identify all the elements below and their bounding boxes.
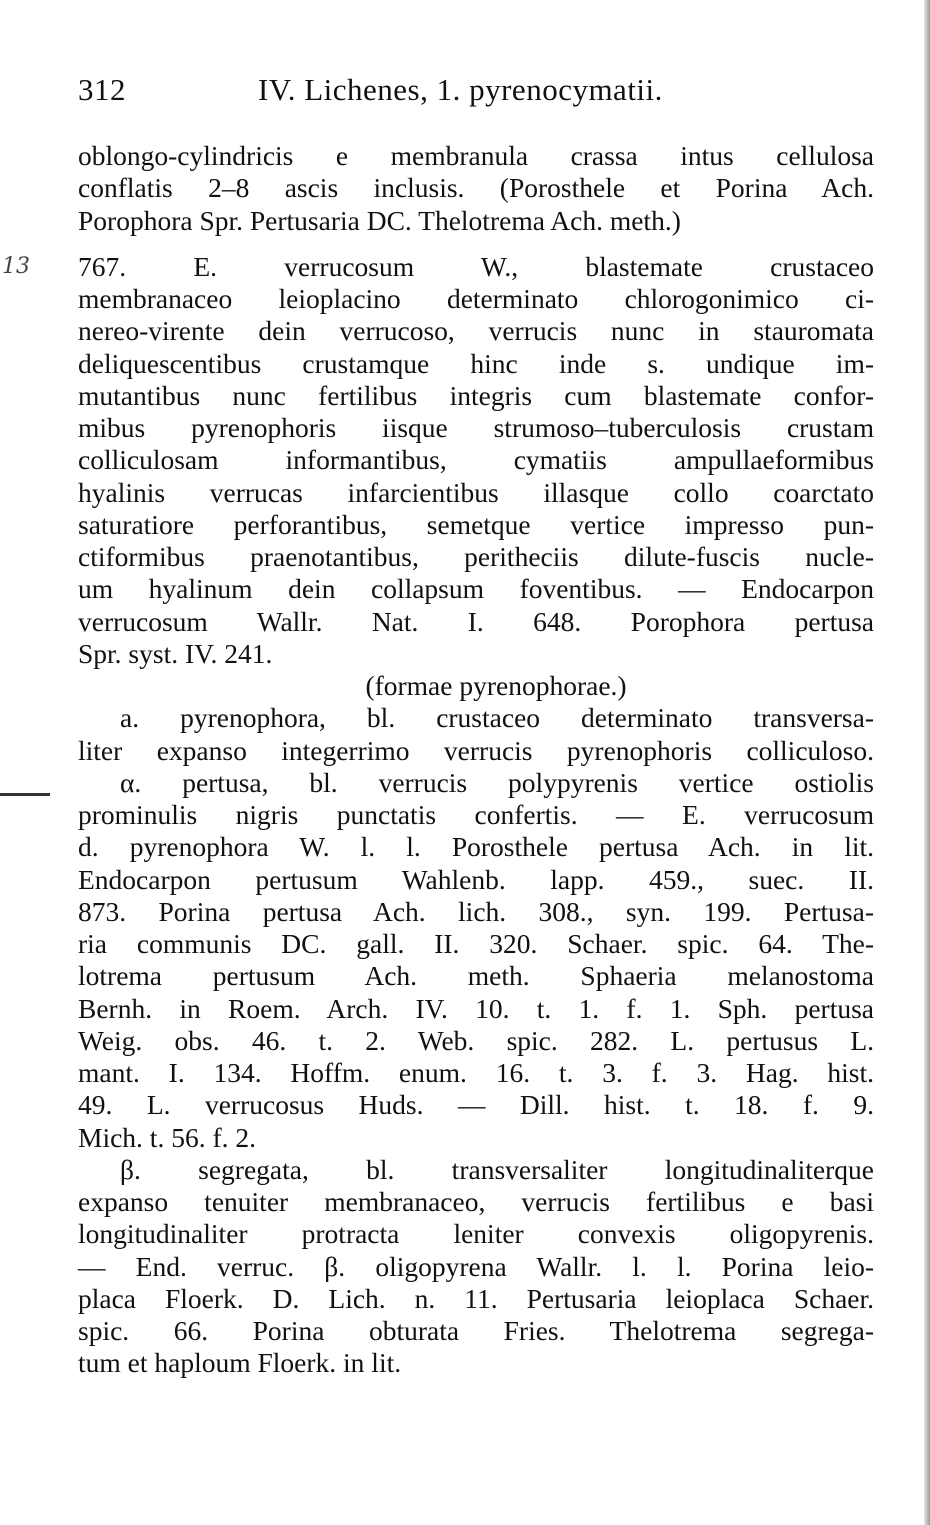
text-line: mant. I. 134. Hoffm. enum. 16. t. 3. f. 3. Hag. hist.	[78, 1057, 874, 1088]
text-line: spic. 66. Porina obturata Fries. Thelotrema segrega-	[78, 1315, 874, 1346]
text-line: nereo-virente dein verrucoso, verrucis nunc in stauromata	[78, 315, 874, 347]
species-heading-line: 767. E. verrucosum W., blastemate crustaceo	[78, 250, 874, 282]
text-line: Weig. obs. 46. t. 2. Web. spic. 282. L. pertusus L.	[78, 1024, 874, 1056]
form-a-line: a. pyrenophora, bl. crustaceo determinato transversa-	[120, 702, 874, 734]
text-line: placa Floerk. D. Lich. n. 11. Pertusaria leioplaca Schaer.	[78, 1282, 874, 1314]
form-alpha-line: α. pertusa, bl. verrucis polypyrenis vertice ostiolis	[120, 766, 874, 798]
text-line: ctiformibus praenotantibus, peritheciis dilute-fuscis nucle-	[78, 541, 874, 572]
text-line: Bernh. in Roem. Arch. IV. 10. t. 1. f. 1. Sph. pertusa	[78, 992, 874, 1024]
text-line: expanso tenuiter membranaceo, verrucis fertilibus e basi	[78, 1186, 874, 1217]
text-line: mibus pyrenophoris iisque strumoso–tuberculosis crustam	[78, 412, 874, 443]
text-line: prominulis nigris punctatis confertis. — E. verrucosum	[78, 799, 874, 830]
text-line: saturatiore perforantibus, semetque vertice impresso pun-	[78, 508, 874, 540]
text-line: liter expanso integerrimo verrucis pyrenophoris colliculoso.	[78, 734, 874, 766]
text-line: — End. verruc. β. oligopyrena Wallr. l. l. Porina leio-	[78, 1250, 874, 1282]
text-line: hyalinis verrucas infarcientibus illasque collo coarctato	[78, 476, 874, 508]
body-text	[78, 140, 874, 1380]
margin-dash-mark	[0, 793, 50, 796]
section-subheading: (formae pyrenophorae.)	[365, 670, 627, 701]
text-line: Endocarpon pertusum Wahlenb. lapp. 459., suec. II.	[78, 863, 874, 895]
page-number: 312	[78, 72, 126, 107]
text-line: um hyalinum dein collapsum foventibus. — Endocarpon	[78, 573, 874, 605]
form-beta-line: β. segregata, bl. transversaliter longitudinaliterque	[120, 1153, 874, 1185]
text-line: verrucosum Wallr. Nat. I. 648. Porophora pertusa	[78, 605, 874, 637]
text-line: membranaceo leioplacino determinato chlorogonimico ci-	[78, 283, 874, 314]
text-line: Spr. syst. IV. 241.	[78, 637, 273, 669]
text-line: longitudinaliter protracta leniter convexis oligopyrenis.	[78, 1218, 874, 1250]
text-line: conflatis 2–8 ascis inclusis. (Porosthele et Porina Ach.	[78, 172, 874, 204]
text-line: deliquescentibus crustamque hinc inde s. undique im-	[78, 347, 874, 379]
text-line: d. pyrenophora W. l. l. Porosthele pertusa Ach. in lit.	[78, 831, 874, 863]
text-line: Porophora Spr. Pertusaria DC. Thelotrema Ach. meth.)	[78, 204, 681, 236]
text-line: lotrema pertusum Ach. meth. Sphaeria melanostoma	[78, 960, 874, 992]
text-line: ria communis DC. gall. II. 320. Schaer. spic. 64. The-	[78, 928, 874, 959]
margin-annotation: 13	[2, 254, 30, 279]
page-edge-shadow	[924, 0, 930, 1525]
text-line: Mich. t. 56. f. 2.	[78, 1121, 256, 1153]
text-line: 49. L. verrucosus Huds. — Dill. hist. t. 18. f. 9.	[78, 1089, 874, 1121]
running-title: IV. Lichenes, 1. pyrenocymatii.	[258, 72, 663, 107]
page-header	[78, 72, 868, 116]
text-line: colliculosam informantibus, cymatiis ampullaeformibus	[78, 444, 874, 476]
text-line: mutantibus nunc fertilibus integris cum blastemate confor-	[78, 379, 874, 411]
text-line: tum et haploum Floerk. in lit.	[78, 1347, 402, 1379]
text-line: oblongo-cylindricis e membranula crassa intus cellulosa	[78, 140, 874, 171]
text-line: 873. Porina pertusa Ach. lich. 308., syn. 199. Pertusa-	[78, 895, 874, 927]
